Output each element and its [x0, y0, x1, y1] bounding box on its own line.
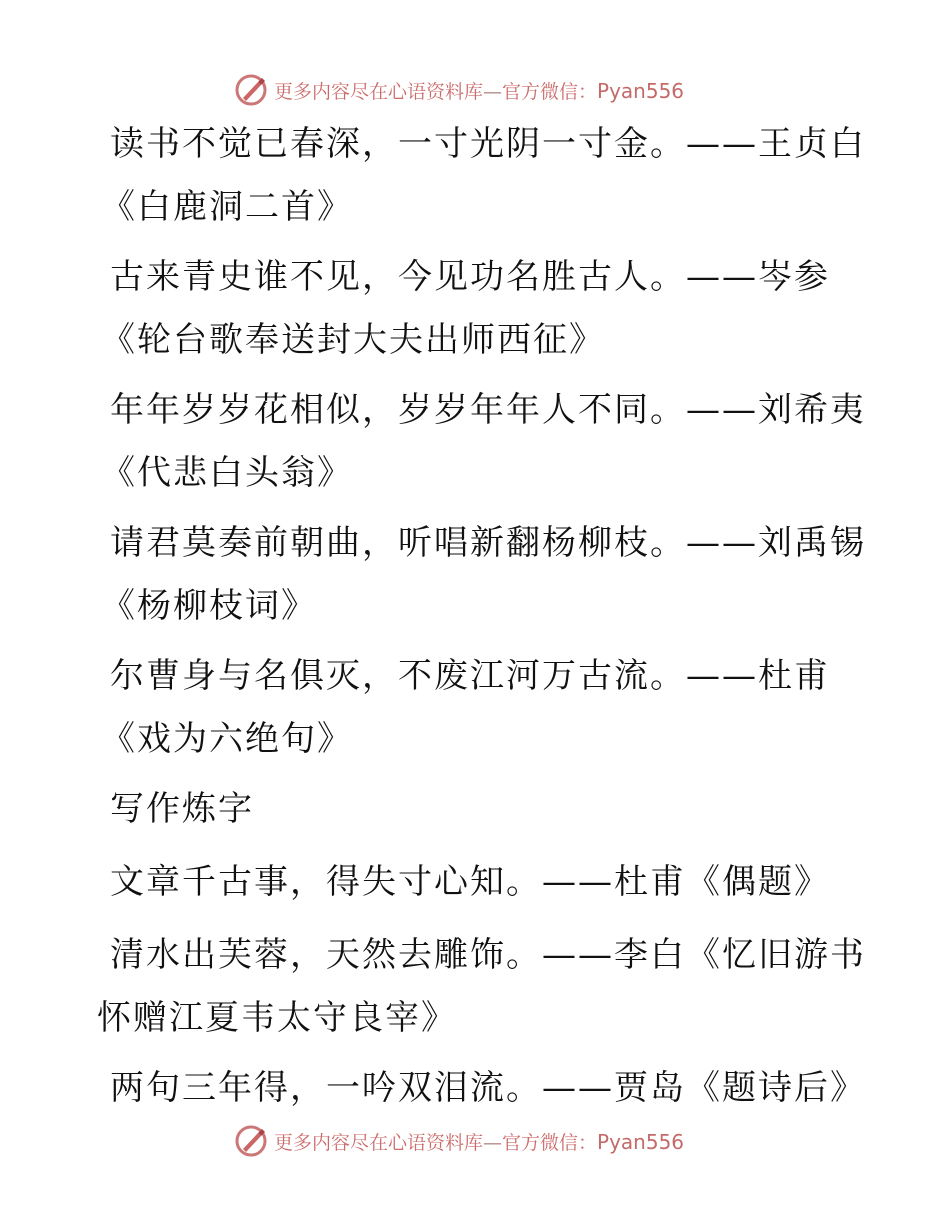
poem-line: 文章千古事，得失寸心知。——杜甫《偶题》	[110, 862, 830, 902]
poem-line: 读书不觉已春深，一寸光阴一寸金。——王贞白	[110, 124, 866, 164]
poem-line: 清水出芙蓉，天然去雕饰。——李白《忆旧游书	[110, 935, 866, 975]
poem-line: 两句三年得，一吟双泪流。——贾岛《题诗后》	[110, 1068, 866, 1108]
poem-source: 《代悲白头翁》	[101, 453, 353, 493]
pen-logo-icon	[234, 73, 268, 107]
poem-line: 年年岁岁花相似，岁岁年年人不同。——刘希夷	[110, 390, 866, 430]
watermark-text: 更多内容尽在心语资料库—官方微信：Pyan556	[274, 78, 685, 103]
poem-source: 《戏为六绝句》	[101, 719, 353, 759]
section-heading: 写作炼字	[110, 789, 254, 829]
pen-logo-icon	[234, 1124, 268, 1158]
watermark-text: 更多内容尽在心语资料库—官方微信：Pyan556	[274, 1129, 685, 1154]
poem-line: 尔曹身与名俱灭，不废江河万古流。——杜甫	[110, 656, 830, 696]
watermark-banner-bottom	[234, 1123, 684, 1159]
poem-source: 《轮台歌奉送封大夫出师西征》	[101, 320, 605, 360]
poem-line: 古来青史谁不见，今见功名胜古人。——岑参	[110, 257, 830, 297]
poem-source: 《杨柳枝词》	[101, 586, 317, 626]
poem-source: 怀赠江夏韦太守良宰》	[97, 998, 457, 1038]
poem-line: 请君莫奏前朝曲，听唱新翻杨柳枝。——刘禹锡	[110, 523, 866, 563]
watermark-banner-top	[234, 72, 684, 108]
poem-source: 《白鹿洞二首》	[101, 187, 353, 227]
